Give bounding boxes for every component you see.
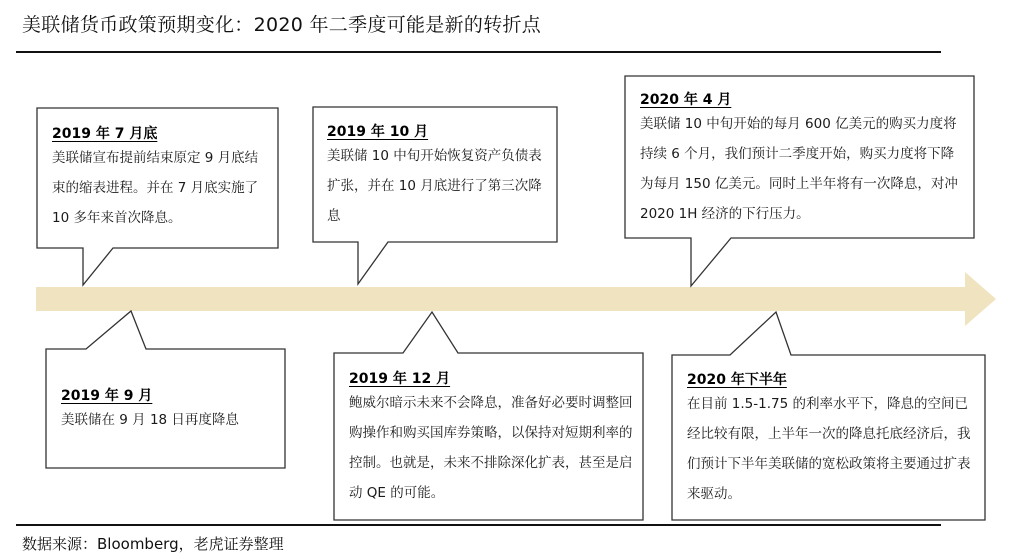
event-2019-12: [349, 368, 633, 508]
event-text: 美联储宣布提前结束原定 9 月底结束的缩表进程。并在 7 月底实施了 10 多年来首次降息。: [52, 150, 259, 226]
bottom-divider: [16, 524, 941, 526]
event-text: 美联储 10 中旬开始恢复资产负债表扩张，并在 10 月底进行了第三次降息: [327, 148, 542, 224]
event-heading: 2020 年 4 月: [640, 92, 732, 108]
event-2019-07: [52, 123, 268, 233]
timeline-arrow: [36, 272, 996, 326]
event-heading: 2019 年 7 月底: [52, 126, 158, 142]
event-text: 在目前 1.5-1.75 的利率水平下，降息的空间已经比较有限，上半年一次的降息托底经济后，我们预计下半年美联储的宽松政策将主要通过扩表来驱动。: [687, 396, 971, 502]
page-title: 美联储货币政策预期变化：2020 年二季度可能是新的转折点: [22, 14, 542, 36]
event-2019-09: [61, 385, 276, 435]
event-heading: 2019 年 12 月: [349, 371, 451, 387]
event-heading: 2020 年下半年: [687, 372, 787, 388]
event-text: 鲍威尔暗示未来不会降息，准备好必要时调整回购操作和购买国库券策略，以保持对短期利率的控制。也就是，未来不排除深化扩表，甚至是启动 QE 的可能。: [349, 395, 633, 501]
event-heading: 2019 年 9 月: [61, 388, 153, 404]
event-2020-04: [640, 89, 966, 229]
event-text: 美联储在 9 月 18 日再度降息: [61, 412, 239, 428]
event-2019-10: [327, 121, 545, 231]
source-note: 数据来源：Bloomberg，老虎证券整理: [22, 535, 284, 553]
event-2020-h2: [687, 369, 977, 509]
event-heading: 2019 年 10 月: [327, 124, 429, 140]
event-text: 美联储 10 中旬开始的每月 600 亿美元的购买力度将持续 6 个月，我们预计二季度开始，购买力度将下降为每月 150 亿美元。同时上半年将有一次降息，对冲 2020 1H 经济的下行压力。: [640, 116, 958, 222]
